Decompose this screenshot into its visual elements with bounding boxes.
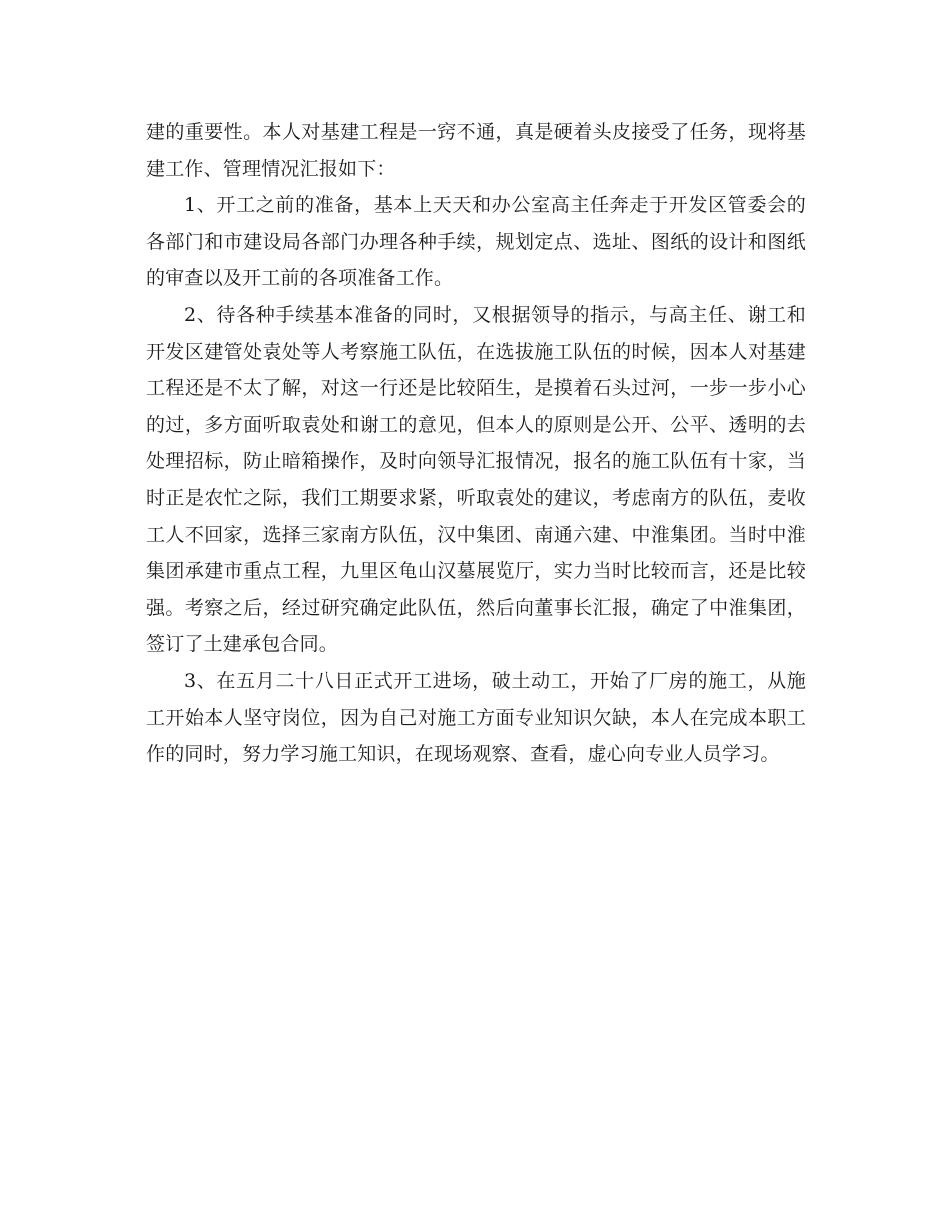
paragraph-item-3: 3、在五月二十八日正式开工进场，破土动工，开始了厂房的施工，从施工开始本人坚守岗位，因为自己对施工方面专业知识欠缺，本人在完成本职工作的同时，努力学习施工知识，在现场观察、查看，虚心向专业人员学习。 (146, 669, 806, 766)
paragraph-continuation: 建的重要性。本人对基建工程是一窍不通，真是硬着头皮接受了任务，现将基建工作、管理情况汇报如下： (146, 121, 806, 180)
paragraph-item-2: 2、待各种手续基本准备的同时，又根据领导的指示，与高主任、谢工和开发区建管处袁处等人考察施工队伍，在选拔施工队伍的时候，因本人对基建工程还是不太了解，对这一行还是比较陌生，是摸着石头过河，一步一步小心的过，多方面听取袁处和谢工的意见，但本人的原则是公开、公平、透明的去处理招标，防止暗箱操作，及时向领导汇报情况，报名的施工队伍有十家，当时正是农忙之际，我们工期要求紧，听取袁处的建议，考虑南方的队伍，麦收工人不回家，选择三家南方队伍，汉中集团、南通六建、中淮集团。当时中淮集团承建市重点工程，九里区龟山汉墓展览厅，实力当时比较而言，还是比较强。考察之后，经过研究确定此队伍，然后向董事长汇报，确定了中淮集团，签订了土建承包合同。 (146, 303, 806, 656)
document-body (146, 114, 806, 773)
paragraph-item-1: 1、开工之前的准备，基本上天天和办公室高主任奔走于开发区管委会的各部门和市建设局各部门办理各种手续，规划定点、选址、图纸的设计和图纸的审查以及开工前的各项准备工作。 (146, 194, 806, 290)
